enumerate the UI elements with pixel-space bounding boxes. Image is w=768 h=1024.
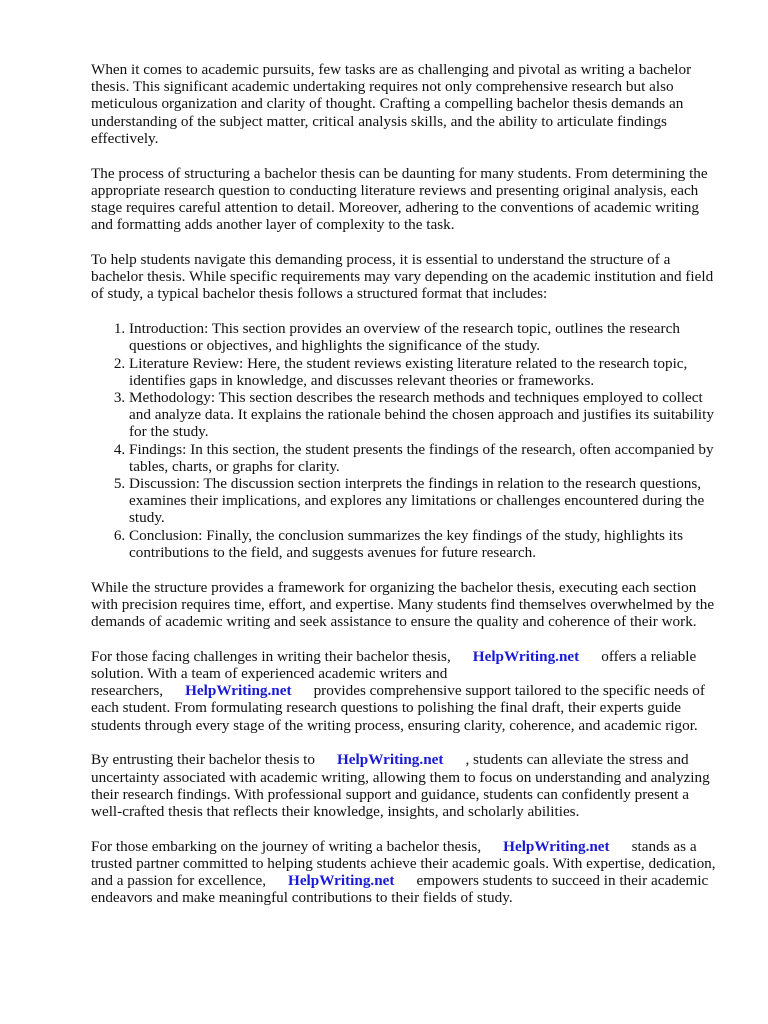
paragraph-entrusting-text-b: , students can alleviate the stress and uncertainty associated with academic writing, allowing them to focus on understanding and analyzing their research findings. With professional support and guidance, students can confidently present a well-crafted thesis that reflects their knowledge, insights, and scholarly abilities. (91, 751, 710, 821)
paragraph-framework: While the structure provides a framework for organizing the bachelor thesis, executing each section with precision requires time, effort, and expertise. Many students find themselves overwhelmed by the demands of academic writing and seek assistance to ensure the quality and coherence of their work. (91, 578, 715, 631)
helpwriting-link[interactable]: HelpWriting.net (472, 647, 580, 665)
paragraph-challenges (91, 648, 723, 734)
paragraph-journey-text-b: stands as a trusted partner committed to helping students achieve their academic goals. With expertise, dedication, and a passion for excellence, (91, 837, 716, 890)
list-item-findings: 4. Findings: In this section, the student presents the findings of the research, often accompanied by tables, charts, or graphs for clarity. (129, 441, 723, 475)
thesis-structure-list (91, 320, 723, 561)
list-item-discussion: 5. Discussion: The discussion section interprets the findings in relation to the research questions, examines their implications, and explores any limitations or challenges encountered during the study. (129, 475, 723, 527)
list-item-conclusion: 6. Conclusion: Finally, the conclusion summarizes the key findings of the study, highlights its contributions to the field, and suggests avenues for future research. (129, 527, 723, 561)
paragraph-challenges-text-b: offers a reliable solution. With a team of experienced academic writers and researchers, (91, 647, 697, 700)
helpwriting-link[interactable]: HelpWriting.net (336, 751, 444, 769)
list-item-introduction: 1. Introduction: This section provides an overview of the research topic, outlines the research questions or objectives, and highlights the significance of the study. (129, 320, 723, 354)
paragraph-journey-text-a: For those embarking on the journey of writing a bachelor thesis, (91, 837, 482, 855)
list-item-methodology: 3. Methodology: This section describes the research methods and techniques employed to collect and analyze data. It explains the rationale behind the chosen approach and justifies its suitability for the study. (129, 389, 723, 441)
helpwriting-link[interactable]: HelpWriting.net (288, 872, 395, 890)
paragraph-entrusting-text-a: By entrusting their bachelor thesis to (91, 751, 315, 769)
paragraph-structure-intro: To help students navigate this demanding process, it is essential to understand the structure of a bachelor thesis. While specific requirements may vary depending on the academic institution and field of study, a typical bachelor thesis follows a structured format that includes: (91, 251, 714, 303)
helpwriting-link[interactable]: HelpWriting.net (503, 837, 610, 855)
paragraph-challenges-text-a: For those facing challenges in writing their bachelor thesis, (91, 647, 451, 665)
paragraph-journey-text-c: empowers students to succeed in their academic endeavors and make meaningful contributions to their fields of study. (91, 872, 709, 907)
paragraph-process: The process of structuring a bachelor thesis can be daunting for many students. From determining the appropriate research question to conducting literature reviews and presenting original analysis, each stage requires careful attention to detail. Moreover, adhering to the conventions of academic writing and formatting adds another layer of complexity to the task. (91, 164, 708, 234)
paragraph-intro: When it comes to academic pursuits, few tasks are as challenging and pivotal as writing a bachelor thesis. This significant academic undertaking requires not only comprehensive research but also meticulous organization and clarity of thought. Crafting a compelling bachelor thesis demands an understanding of the subject matter, critical analysis skills, and the ability to articulate findings effectively. (91, 61, 692, 147)
paragraph-challenges-text-c: provides comprehensive support tailored to the specific needs of each student. From formulating research questions to polishing the final draft, their experts guide students through every stage of the writing process, ensuring clarity, coherence, and academic rigor. (91, 682, 705, 734)
paragraph-entrusting (91, 751, 723, 820)
document-page (91, 61, 723, 924)
paragraph-journey (91, 838, 723, 907)
helpwriting-link[interactable]: HelpWriting.net (185, 682, 292, 700)
list-item-literature-review: 2. Literature Review: Here, the student reviews existing literature related to the research topic, identifies gaps in knowledge, and discusses relevant theories or frameworks. (129, 355, 723, 389)
